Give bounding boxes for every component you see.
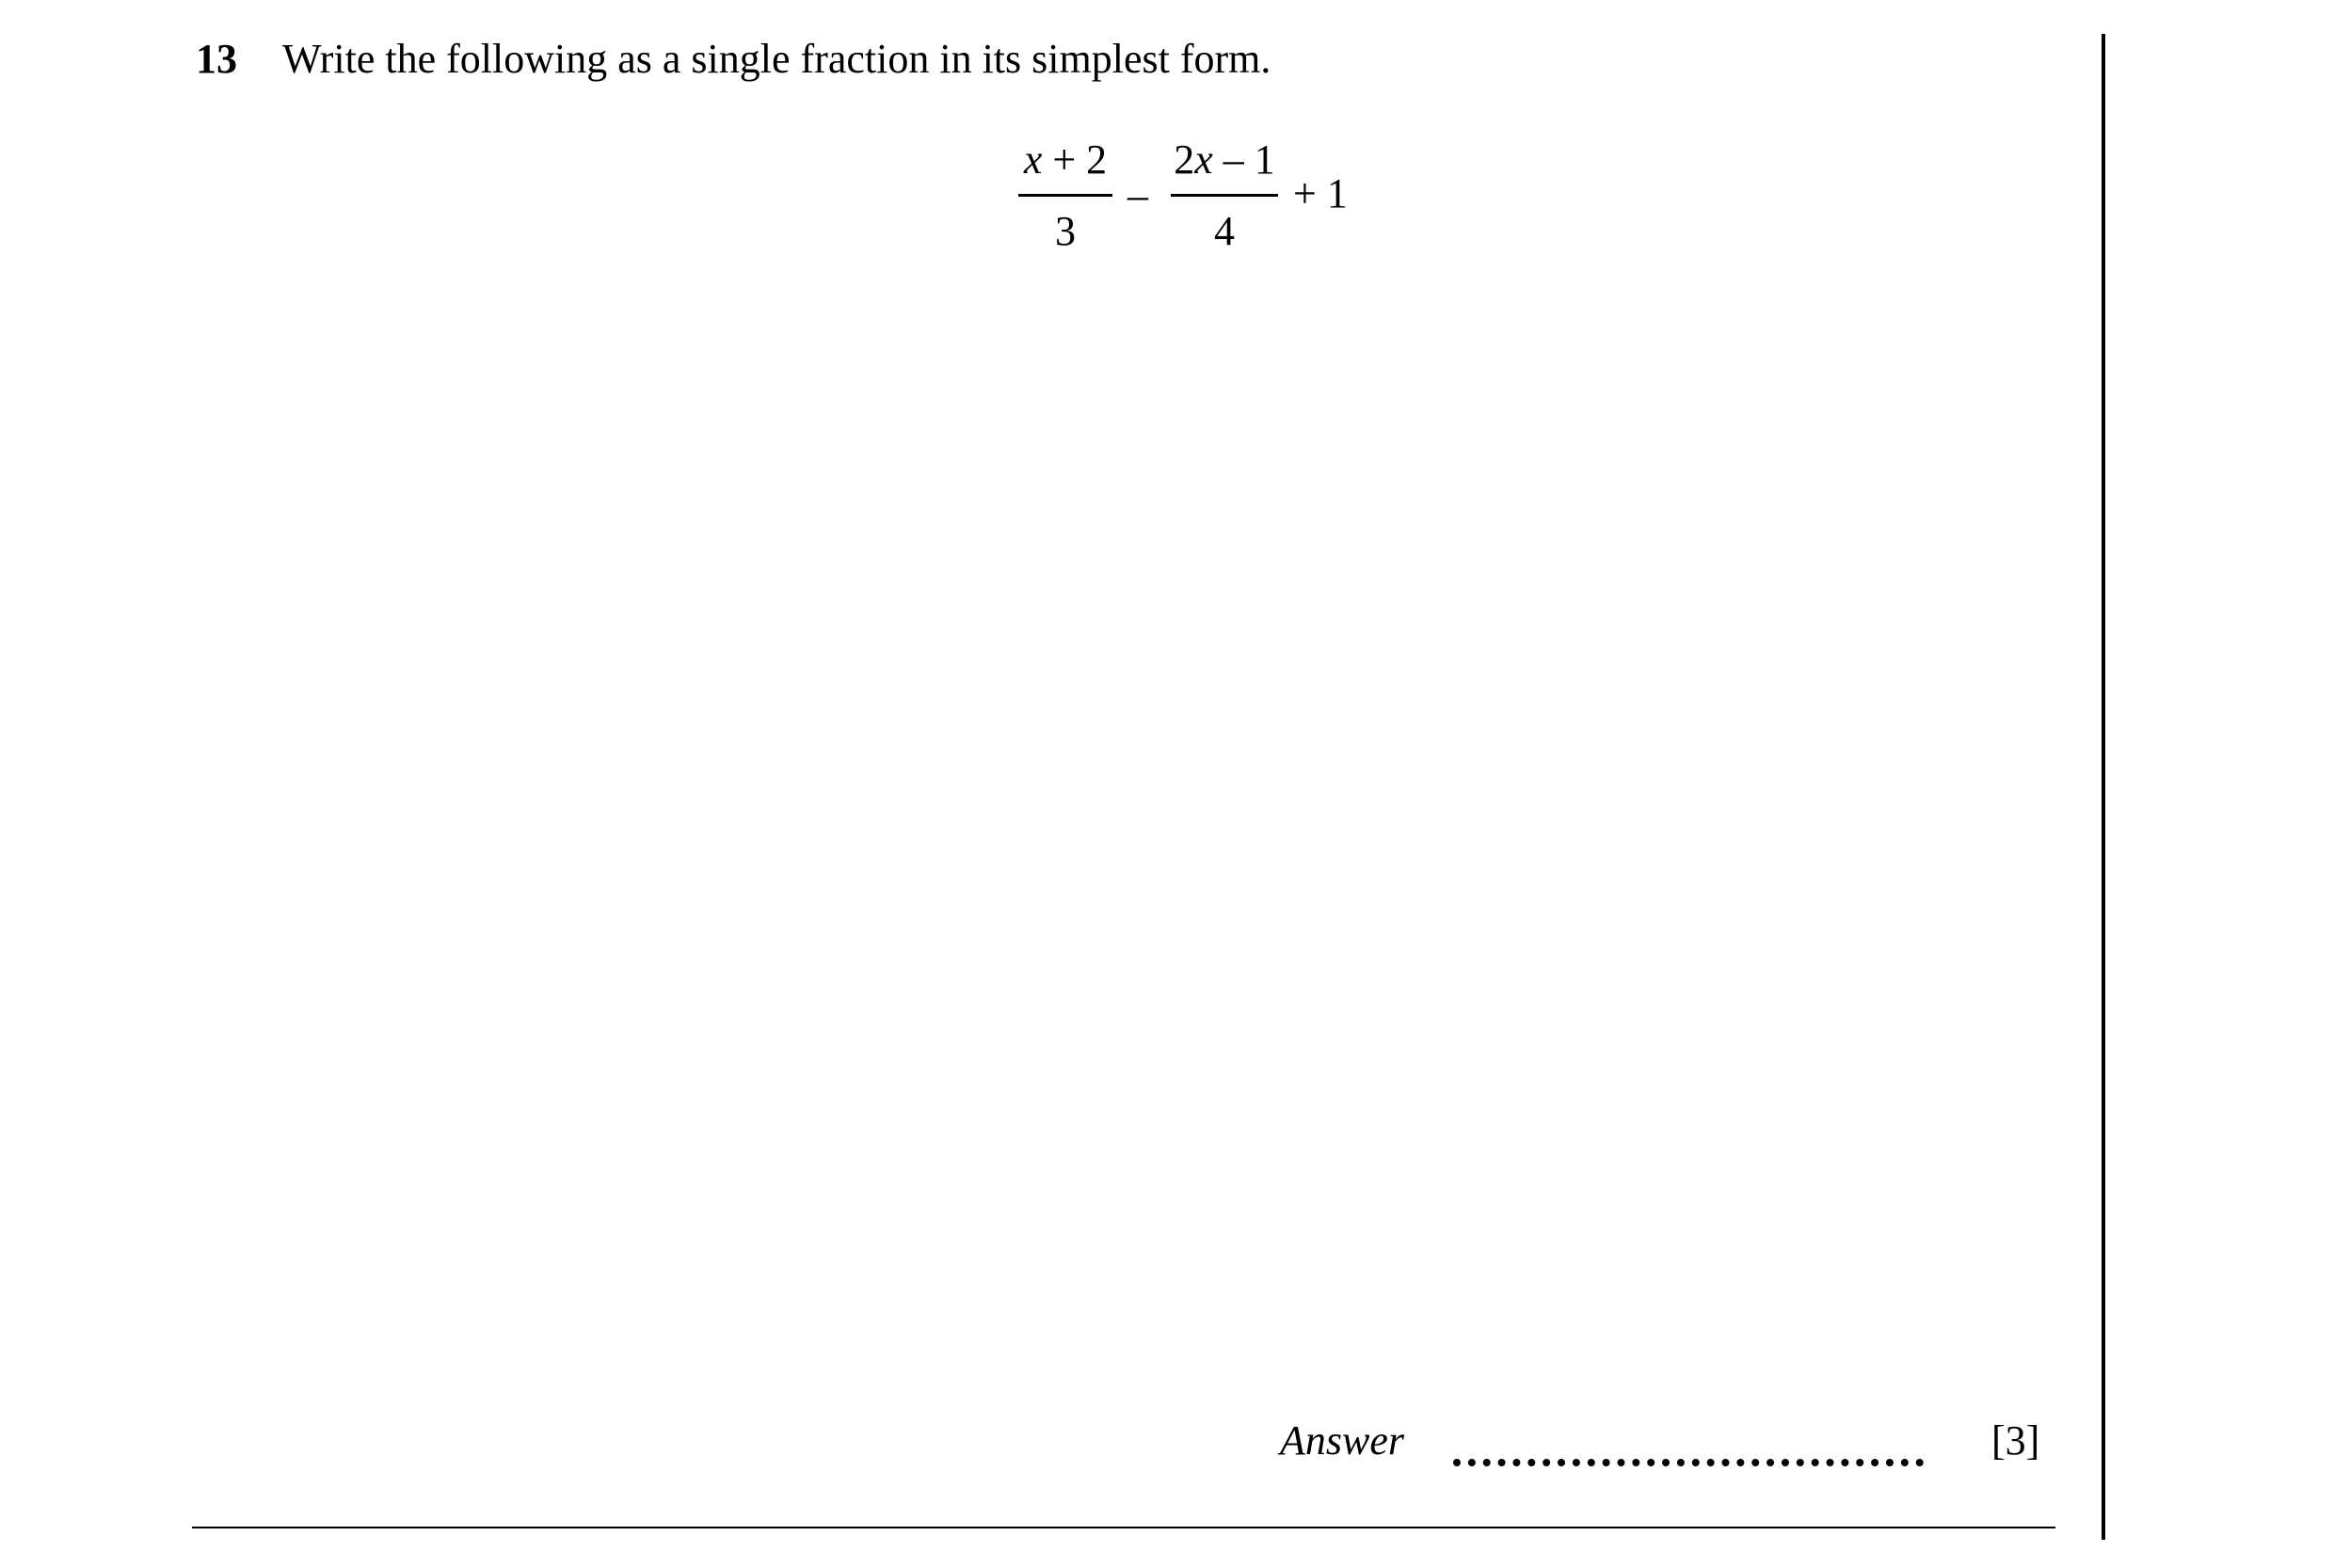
fraction-second-denominator: 4 — [1214, 208, 1235, 254]
fraction-first — [1018, 132, 1112, 264]
question-text: Write the following as a single fraction in its simplest form. — [282, 36, 1271, 82]
marks-indicator: [3] — [1991, 1417, 2040, 1464]
fraction-second — [1171, 132, 1278, 264]
answer-label: Answer — [1280, 1417, 1404, 1464]
numerator-coefficient: 2 — [1174, 136, 1195, 183]
fraction-bar — [1171, 194, 1278, 197]
question-number: 13 — [196, 36, 237, 82]
fraction-second-numerator — [1171, 132, 1278, 188]
answer-dotted-line[interactable] — [1453, 1459, 1924, 1466]
minus-operator: – — [1127, 172, 1148, 218]
fraction-first-numerator — [1018, 132, 1112, 188]
bottom-rule — [192, 1527, 2055, 1528]
math-expression — [1018, 132, 1395, 264]
margin-rule — [2102, 34, 2105, 1540]
numerator-variable: x — [1194, 136, 1213, 183]
numerator-variable: x — [1023, 136, 1043, 183]
numerator-rest: + 2 — [1042, 136, 1108, 183]
numerator-rest: – 1 — [1212, 136, 1275, 183]
plus-one-term: + 1 — [1293, 170, 1348, 216]
fraction-first-denominator: 3 — [1055, 208, 1076, 254]
fraction-bar — [1018, 194, 1112, 197]
